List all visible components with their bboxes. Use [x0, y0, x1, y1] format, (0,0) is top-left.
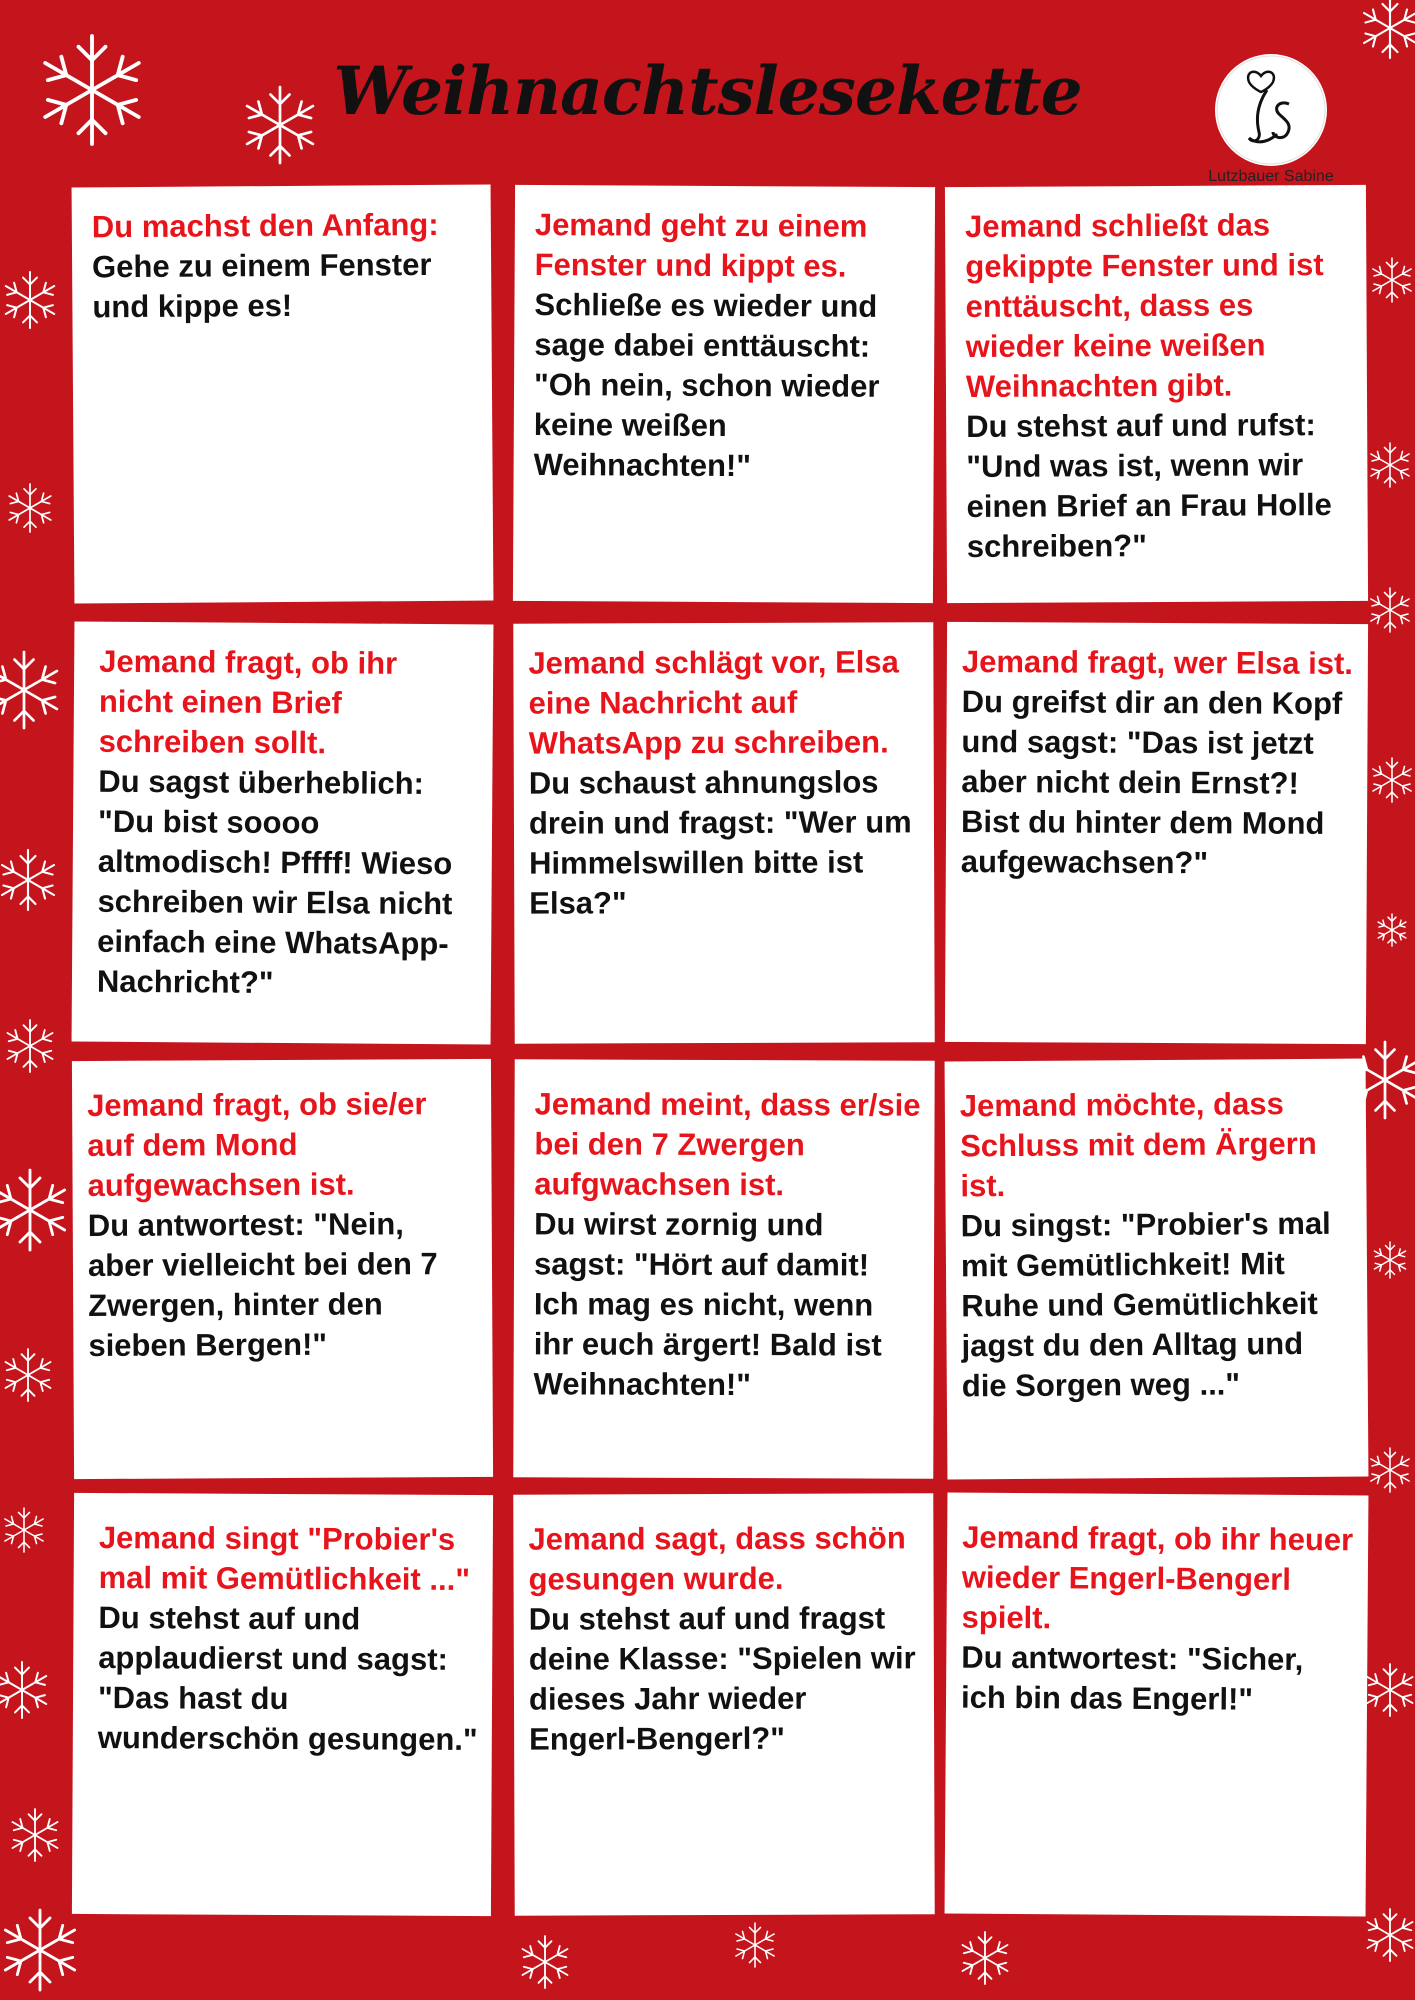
snowflake-icon [957, 1930, 1013, 1986]
card-line: Gehe zu einem Fenster und kippe es! [91, 246, 432, 325]
lesekette-card [72, 1059, 493, 1479]
snowflake-icon [1366, 586, 1414, 634]
lesekette-card [513, 1059, 934, 1478]
lesekette-card [72, 185, 494, 604]
snowflake-icon [7, 1807, 63, 1863]
snowflake-icon [517, 1934, 573, 1990]
snowflake-icon [1358, 0, 1415, 60]
snowflake-icon [1368, 256, 1415, 304]
lesekette-card [72, 622, 494, 1045]
snowflake-icon [1345, 1040, 1415, 1120]
snowflake-icon [0, 1908, 82, 1992]
card-line: Du sagst überheblich: "Du bist soooo altmodisch! Pffff! Wieso schreiben wir Elsa nicht einfach eine WhatsApp-Nachricht?" [96, 763, 453, 1000]
snowflake-icon [0, 270, 60, 330]
snowflake-icon [731, 1921, 779, 1969]
snowflake-icon [0, 650, 64, 730]
card-line: Du stehst auf und fragst deine Klasse: "Spielen wir dieses Jahr wieder Engerl-Bengerl?" [528, 1600, 916, 1757]
card-line: Du antwortest: "Sicher, ich bin das Engerl!" [960, 1639, 1304, 1717]
logo [1215, 54, 1327, 166]
card-cue: Du machst den Anfang: [91, 206, 439, 245]
lesekette-card [945, 622, 1368, 1044]
lesekette-card [513, 1493, 934, 1915]
card-line: Du singst: "Probier's mal mit Gemütlichkeit! Mit Ruhe und Gemütlichkeit jagst du den Alltag und die Sorgen weg ..." [960, 1205, 1331, 1404]
card-cue: Jemand singt "Probier's mal mit Gemütlichkeit ..." [98, 1520, 471, 1597]
snowflake-icon [240, 85, 320, 165]
card-line: Du schaust ahnungslos drein und fragst: "Wer um Himmelswillen bitte ist Elsa?" [528, 764, 912, 921]
card-cue: Jemand sagt, dass schön gesungen wurde. [528, 1520, 906, 1597]
snowflake-icon [1368, 756, 1415, 804]
lesekette-card [72, 1493, 493, 1916]
snowflake-icon [1362, 1907, 1415, 1963]
snowflake-icon [36, 34, 148, 146]
snowflake-icon [1366, 441, 1414, 489]
snowflake-icon [1366, 1446, 1414, 1494]
snowflake-icon [0, 1660, 52, 1720]
card-cue: Jemand schlägt vor, Elsa eine Nachricht auf WhatsApp zu schreiben. [528, 644, 899, 761]
lesekette-card [945, 185, 1368, 603]
snowflake-icon [0, 848, 60, 912]
page-title: Weihnachtslesekette [333, 52, 1082, 130]
lesekette-card [945, 1493, 1369, 1917]
lesekette-card [513, 622, 934, 1043]
snowflake-icon [0, 1506, 48, 1554]
lesekette-card [513, 185, 935, 603]
card-cue: Jemand fragt, wer Elsa ist. [961, 643, 1354, 682]
snowflake-icon [4, 482, 56, 534]
logo-caption: Lutzbauer Sabine [1208, 168, 1334, 185]
snowflake-icon [1362, 1662, 1415, 1718]
snowflake-icon [2, 1018, 58, 1074]
snowflake-icon [1370, 1240, 1410, 1280]
card-cue: Jemand fragt, ob sie/er auf dem Mond aufgewachsen ist. [87, 1086, 427, 1204]
card-line: Du stehst auf und applaudierst und sagst: "Das hast du wunderschön gesungen." [97, 1600, 478, 1758]
lesekette-card [945, 1059, 1369, 1480]
card-line: Du wirst zornig und sagst: "Hört auf damit! Ich mag es nicht, wenn ihr euch ärgert! Bald ist Weihnachten!" [533, 1206, 882, 1403]
snowflake-icon [0, 1168, 72, 1252]
card-cue: Jemand meint, dass er/sie bei den 7 Zwergen aufgwachsen ist. [534, 1086, 921, 1203]
card-line: Schließe es wieder und sage dabei enttäuscht: "Oh nein, schon wieder keine weißen Weihnachten!" [533, 287, 880, 484]
card-cue: Jemand fragt, ob ihr nicht einen Brief schreiben sollt. [98, 643, 398, 761]
card-cue: Jemand geht zu einem Fenster und kippt es. [534, 207, 868, 284]
card-line: Du antwortest: "Nein, aber vielleicht bei den 7 Zwergen, hinter den sieben Bergen!" [87, 1206, 438, 1364]
card-line: Du stehst auf und rufst: "Und was ist, wenn wir einen Brief an Frau Holle schreiben?" [966, 407, 1332, 564]
card-line: Du greifst dir an den Kopf und sagst: "Das ist jetzt aber nicht dein Ernst?! Bist du hinter dem Mond aufgewachsen?" [960, 683, 1343, 881]
snowflake-icon [1374, 912, 1410, 948]
card-cue: Jemand möchte, dass Schluss mit dem Ärgern ist. [959, 1086, 1317, 1204]
card-cue: Jemand schließt das gekippte Fenster und ist enttäuscht, dass es wieder keine weißen Weihnachten gibt. [965, 207, 1324, 404]
card-cue: Jemand fragt, ob ihr heuer wieder Engerl-Bengerl spielt. [961, 1519, 1354, 1636]
snowflake-icon [0, 1347, 56, 1403]
heart-ls-monogram-icon [1215, 54, 1327, 166]
